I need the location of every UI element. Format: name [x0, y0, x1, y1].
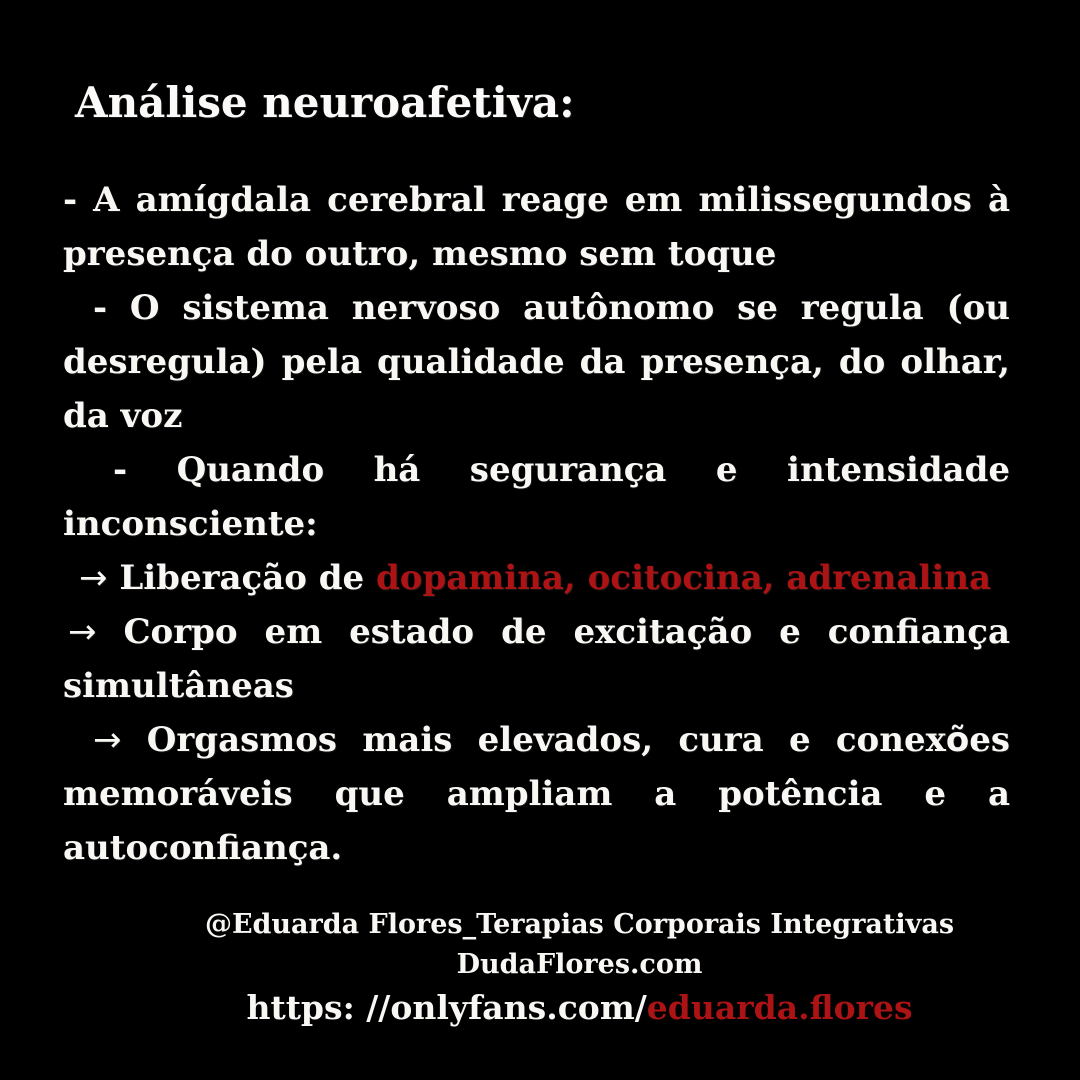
body-text: autoconfiança.	[63, 828, 343, 868]
right-arrow-icon: →	[79, 558, 108, 598]
body-text: inconsciente:	[63, 504, 318, 544]
body-text: es	[969, 720, 1010, 760]
page-title: Análise neuroafetiva:	[75, 78, 575, 127]
body-line	[63, 389, 1010, 443]
body-text: presença do outro, mesmo sem toque	[63, 234, 777, 274]
body-text: da voz	[63, 396, 183, 436]
body-line	[63, 605, 1010, 659]
body-text: - Quando há segurança e intensidade	[113, 450, 1010, 490]
body-line	[63, 713, 1010, 767]
body-text: desregula) pela qualidade da presença, do olhar,	[63, 342, 1010, 382]
body-text: Liberação de	[119, 558, 365, 598]
body-line	[63, 767, 1010, 821]
credit-handle: @Eduarda Flores_Terapias Corporais Integrativas	[204, 909, 955, 940]
credit-website: DudaFlores.com	[456, 949, 703, 980]
url-prefix: https: //onlyfans.com/	[246, 988, 647, 1027]
footer-credits	[149, 905, 1010, 1031]
body-text: memoráveis que ampliam a potência e a	[63, 774, 1010, 814]
body-line	[63, 659, 1010, 713]
right-arrow-icon: →	[68, 612, 97, 652]
body-line	[63, 551, 1010, 605]
body-line	[63, 281, 1010, 335]
body-line	[63, 335, 1010, 389]
body-text: - A amígdala cerebral reage em milissegundos à	[63, 180, 1010, 220]
fallback-glyph: õ	[945, 720, 970, 760]
body-text: Corpo em estado de excitação e confiança	[123, 612, 1010, 652]
body-text: Orgasmos mais elevados, cura e conex	[146, 720, 946, 760]
onlyfans-username: eduarda.flores	[646, 988, 913, 1027]
body-text-block	[63, 173, 1010, 875]
body-line	[63, 497, 1010, 551]
body-line	[63, 173, 1010, 227]
body-text: - O sistema nervoso autônomo se regula (ou	[93, 288, 1010, 328]
body-line	[63, 821, 1010, 875]
onlyfans-url	[149, 985, 1010, 1031]
highlight-text: dopamina, ocitocina, adrenalina	[376, 558, 991, 598]
right-arrow-icon: →	[93, 720, 122, 760]
body-line	[63, 443, 1010, 497]
body-text: simultâneas	[63, 666, 294, 706]
body-line	[63, 227, 1010, 281]
